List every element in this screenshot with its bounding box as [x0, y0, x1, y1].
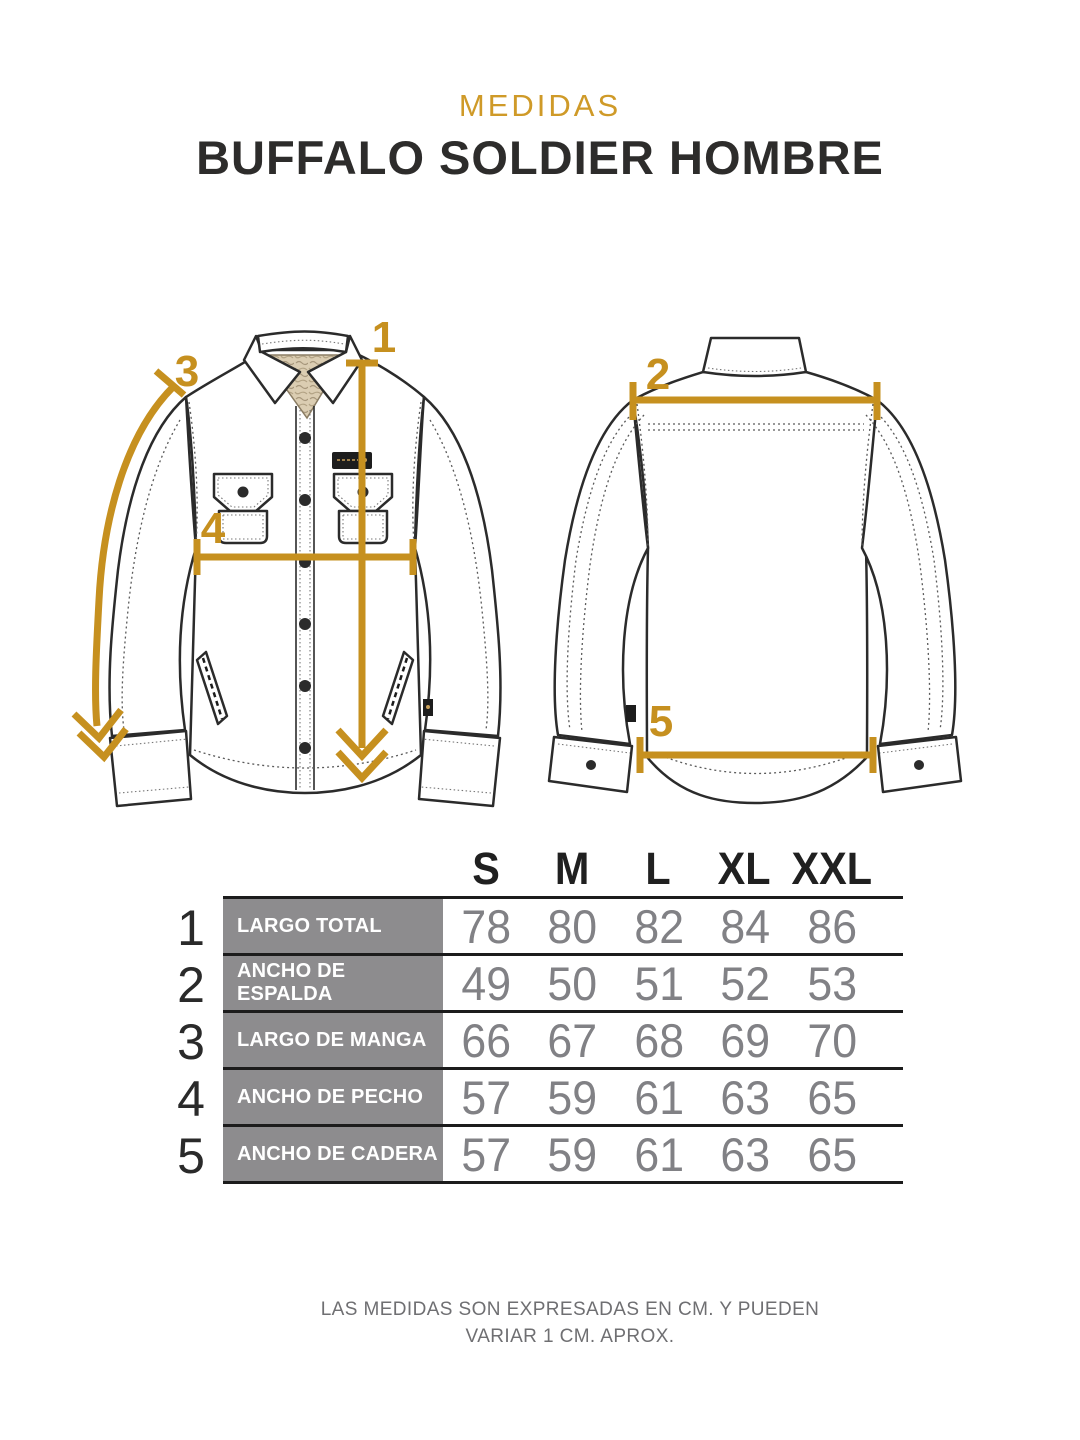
row-label: LARGO DE MANGA	[223, 1013, 443, 1067]
footer-disclaimer	[60, 1296, 1080, 1350]
measure-label-4: 4	[200, 504, 226, 553]
cell-value: 65	[806, 1070, 857, 1124]
size-header: XXL	[791, 843, 872, 894]
cell-value: 63	[720, 1070, 771, 1124]
cell-value: 57	[461, 1070, 512, 1124]
cell-value: 84	[720, 899, 771, 953]
page-title: BUFFALO SOLDIER HOMBRE	[196, 131, 884, 184]
shirt-measurement-diagram	[0, 300, 1080, 830]
row-label: ANCHO DE PECHO	[223, 1070, 443, 1124]
cell-value: 82	[634, 899, 684, 953]
cell-value: 86	[806, 899, 857, 953]
table-row	[177, 899, 903, 956]
cell-value: 57	[461, 1127, 512, 1181]
size-header: S	[472, 843, 500, 894]
row-label: ANCHO DE CADERA	[223, 1127, 443, 1181]
cell-value: 61	[634, 1070, 684, 1124]
table-row	[177, 1127, 903, 1184]
shirt-front-view	[110, 332, 501, 807]
size-header-row	[443, 843, 875, 894]
size-header: XL	[717, 843, 771, 894]
cell-value: 59	[547, 1127, 598, 1181]
measure-label-5: 5	[648, 697, 674, 746]
cell-value: 53	[806, 956, 857, 1010]
row-values	[443, 1127, 875, 1181]
shirt-back-view	[549, 338, 961, 803]
table-row	[177, 1013, 903, 1070]
cell-value: 50	[547, 956, 598, 1010]
row-values	[443, 956, 875, 1010]
cell-value: 78	[461, 899, 512, 953]
size-table	[177, 896, 903, 1184]
cell-value: 70	[806, 1013, 857, 1067]
cell-value: 68	[634, 1013, 684, 1067]
row-values	[443, 899, 875, 953]
cell-value: 51	[634, 956, 684, 1010]
cell-value: 63	[720, 1127, 771, 1181]
cell-value: 69	[720, 1013, 771, 1067]
cell-value: 66	[461, 1013, 512, 1067]
row-number: 2	[177, 956, 205, 1013]
cell-value: 67	[547, 1013, 598, 1067]
cell-value: 61	[634, 1127, 684, 1181]
row-label: LARGO TOTAL	[223, 899, 443, 953]
back-side-tag	[626, 705, 636, 722]
footer-line-2: VARIAR 1 CM. APROX.	[465, 1326, 675, 1347]
page-subtitle: MEDIDAS	[458, 88, 622, 123]
cell-value: 80	[547, 899, 598, 953]
cell-value: 65	[806, 1127, 857, 1181]
cell-value: 52	[720, 956, 771, 1010]
row-number: 4	[177, 1070, 205, 1127]
table-row	[177, 1070, 903, 1127]
cell-value: 59	[547, 1070, 598, 1124]
footer-line-1: LAS MEDIDAS SON EXPRESADAS EN CM. Y PUEDEN	[320, 1299, 820, 1320]
row-label: ANCHO DE ESPALDA	[223, 956, 443, 1010]
size-header: L	[645, 843, 671, 894]
cell-value: 49	[461, 956, 512, 1010]
row-values	[443, 1013, 875, 1067]
row-number: 1	[177, 899, 205, 956]
brand-label	[332, 452, 372, 469]
measure-label-3: 3	[174, 347, 200, 396]
measure-label-2: 2	[645, 350, 671, 399]
row-values	[443, 1070, 875, 1124]
measure-label-1: 1	[371, 313, 397, 362]
size-header: M	[554, 843, 590, 894]
row-number: 3	[177, 1013, 205, 1070]
table-row	[177, 956, 903, 1013]
row-number: 5	[177, 1127, 205, 1184]
